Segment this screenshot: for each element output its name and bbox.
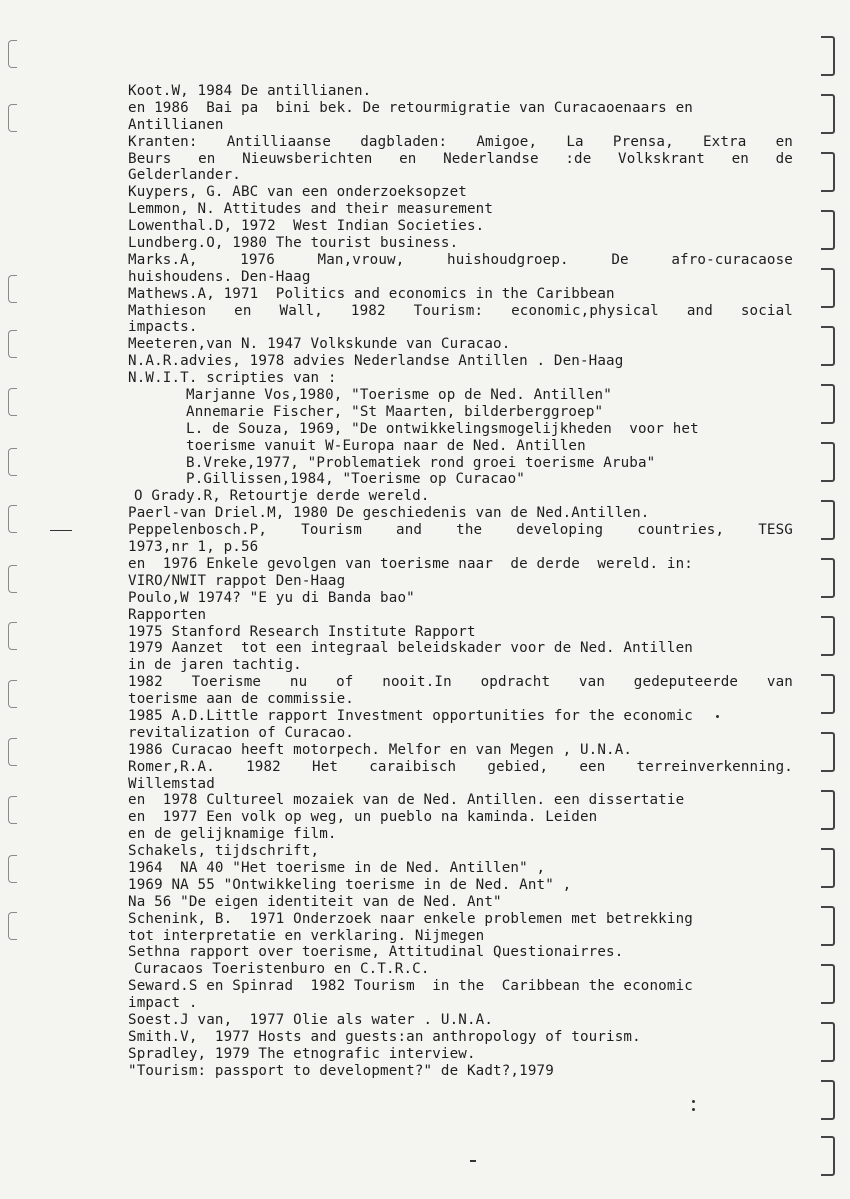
bib-line: Antillianen <box>128 116 224 133</box>
bib-line: L. de Souza, 1969, "De ontwikkelingsmogelijkheden voor het <box>186 420 699 437</box>
punch-hole-mark <box>8 855 17 883</box>
binder-ring <box>821 674 835 714</box>
bib-line: Lemmon, N. Attitudes and their measurement <box>128 201 494 218</box>
bib-line: B.Vreke,1977, "Problematiek rond groei toerisme Aruba" <box>186 454 656 471</box>
bib-line: Kranten: Antilliaanse dagbladen: Amigoe, La Prensa, Extra en <box>128 133 793 150</box>
bib-line: Koot.W, 1984 De antillianen. <box>128 83 372 99</box>
bib-line: VIRO/NWIT rappot Den-Haag <box>128 572 346 589</box>
bib-line: en 1977 Een volk op weg, un pueblo na kaminda. Leiden <box>128 809 598 826</box>
bib-line: 1973,nr 1, p.56 <box>128 539 259 556</box>
punch-hole-mark <box>8 796 17 824</box>
binder-rings <box>818 0 836 1199</box>
bib-line: Peppelenbosch.P, Tourism and the developing countries, TESG <box>128 522 793 539</box>
bib-line: en 1978 Cultureel mozaiek van de Ned. Antillen. een dissertatie <box>128 792 685 809</box>
bib-line: Gelderlander. <box>128 167 241 184</box>
bib-line: Sethna rapport over toerisme, Attitudinal Questionairres. <box>128 944 624 961</box>
bib-line: impact . <box>128 995 198 1012</box>
binder-ring <box>821 94 835 134</box>
bib-line: 1986 Curacao heeft motorpech. Melfor en van Megen , U.N.A. <box>128 741 633 758</box>
bib-line: 1975 Stanford Research Institute Rapport <box>128 623 476 640</box>
binder-ring <box>821 326 835 366</box>
punch-hole-mark <box>8 104 17 132</box>
punch-hole-mark <box>8 565 17 593</box>
bib-line: 1985 A.D.Little rapport Investment opportunities for the economic <box>128 707 693 724</box>
binder-ring <box>821 500 835 540</box>
page-mark <box>470 1160 476 1162</box>
ink-speck <box>716 715 719 718</box>
binder-ring <box>821 1080 835 1120</box>
bib-line: P.Gillissen,1984, "Toerisme op Curacao" <box>186 471 525 488</box>
binder-ring <box>821 616 835 656</box>
bib-line: Romer,R.A. 1982 Het caraibisch gebied, een terreinverkenning. <box>128 758 793 775</box>
bib-line: Smith.V, 1977 Hosts and guests:an anthropology of tourism. <box>128 1028 641 1045</box>
margin-mark <box>50 530 72 531</box>
bib-line: Schenink, B. 1971 Onderzoek naar enkele problemen met betrekking <box>128 910 693 927</box>
bib-line: O Grady.R, Retourtje derde wereld. <box>134 488 430 505</box>
bib-line: en 1986 Bai pa bini bek. De retourmigratie van Curacaoenaars en <box>128 99 693 116</box>
punch-hole-mark <box>8 388 17 416</box>
punch-hole-mark <box>8 505 17 533</box>
bib-line: N.A.R.advies, 1978 advies Nederlandse Antillen . Den-Haag <box>128 353 624 370</box>
punch-hole-mark <box>8 448 17 476</box>
binder-ring <box>821 558 835 598</box>
bib-line: Rapporten <box>128 606 207 623</box>
binder-ring <box>821 36 835 76</box>
bib-line: Mathieson en Wall, 1982 Tourism: economic,physical and social <box>128 302 793 319</box>
bib-line: "Tourism: passport to development?" de Kadt?,1979 <box>128 1062 554 1079</box>
binder-ring <box>821 442 835 482</box>
bib-line: toerisme vanuit W-Europa naar de Ned. Antillen <box>186 437 586 454</box>
bib-line: Curacaos Toeristenburo en C.T.R.C. <box>134 961 430 978</box>
bib-line: Seward.S en Spinrad 1982 Tourism in the Caribbean the economic <box>128 978 693 995</box>
punch-hole-mark <box>8 275 17 303</box>
bib-line: Marjanne Vos,1980, "Toerisme op de Ned. Antillen" <box>186 387 612 404</box>
binder-ring <box>821 152 835 192</box>
bib-line: Kuypers, G. ABC van een onderzoeksopzet <box>128 184 467 201</box>
bibliography-list <box>128 83 793 1080</box>
bib-line: Paerl-van Driel.M, 1980 De geschiedenis van de Ned.Antillen. <box>128 505 650 522</box>
bib-line: impacts. <box>128 319 198 336</box>
bib-line: revitalization of Curacao. <box>128 724 354 741</box>
bib-line: Annemarie Fischer, "St Maarten, bilderberggroep" <box>186 403 604 420</box>
bib-line: in de jaren tachtig. <box>128 657 302 674</box>
bib-line: Lowenthal.D, 1972 West Indian Societies. <box>128 218 485 235</box>
punch-hole-mark <box>8 40 17 68</box>
bib-line: Mathews.A, 1971 Politics and economics in the Caribbean <box>128 285 615 302</box>
ink-speck <box>692 1108 695 1111</box>
bib-line: Beurs en Nieuwsberichten en Nederlandse :de Volkskrant en de <box>128 150 793 167</box>
punch-hole-mark <box>8 680 17 708</box>
binder-ring <box>821 384 835 424</box>
binder-ring <box>821 1022 835 1062</box>
bib-line: Lundberg.O, 1980 The tourist business. <box>128 235 459 252</box>
bib-line: Spradley, 1979 The etnografic interview. <box>128 1045 476 1062</box>
punch-hole-mark <box>8 622 17 650</box>
bib-line: Willemstad <box>128 775 215 792</box>
bib-line: Schakels, tijdschrift, <box>128 843 320 860</box>
bib-line: Poulo,W 1974? "E yu di Banda bao" <box>128 589 415 606</box>
bib-line: en de gelijknamige film. <box>128 826 337 843</box>
binder-ring <box>821 268 835 308</box>
binder-ring <box>821 848 835 888</box>
bib-line: Soest.J van, 1977 Olie als water . U.N.A. <box>128 1011 494 1028</box>
binder-ring <box>821 1136 835 1176</box>
punch-hole-mark <box>8 330 17 358</box>
binder-ring <box>821 210 835 250</box>
binder-ring <box>821 732 835 772</box>
punch-hole-mark <box>8 912 17 940</box>
bib-line: 1969 NA 55 "Ontwikkeling toerisme in de Ned. Ant" , <box>128 876 572 893</box>
bib-line: Marks.A, 1976 Man,vrouw, huishoudgroep. De afro-curacaose <box>128 251 793 268</box>
binder-ring <box>821 906 835 946</box>
bib-line: Meeteren,van N. 1947 Volkskunde van Curacao. <box>128 336 511 353</box>
bib-line: huishoudens. Den-Haag <box>128 268 311 285</box>
bib-line: 1982 Toerisme nu of nooit.In opdracht van gedeputeerde van <box>128 674 793 691</box>
bib-line: tot interpretatie en verklaring. Nijmegen <box>128 927 485 944</box>
bib-line: en 1976 Enkele gevolgen van toerisme naar de derde wereld. in: <box>128 555 693 572</box>
punch-hole-mark <box>8 738 17 766</box>
bib-line: toerisme aan de commissie. <box>128 691 354 708</box>
bib-line: N.W.I.T. scripties van : <box>128 370 337 387</box>
bib-line: Na 56 "De eigen identiteit van de Ned. Ant" <box>128 893 502 910</box>
bib-line: 1979 Aanzet tot een integraal beleidskader voor de Ned. Antillen <box>128 640 693 657</box>
ink-speck <box>692 1100 695 1103</box>
binder-ring <box>821 964 835 1004</box>
bib-line: 1964 NA 40 "Het toerisme in de Ned. Antillen" , <box>128 859 546 876</box>
binder-ring <box>821 790 835 830</box>
